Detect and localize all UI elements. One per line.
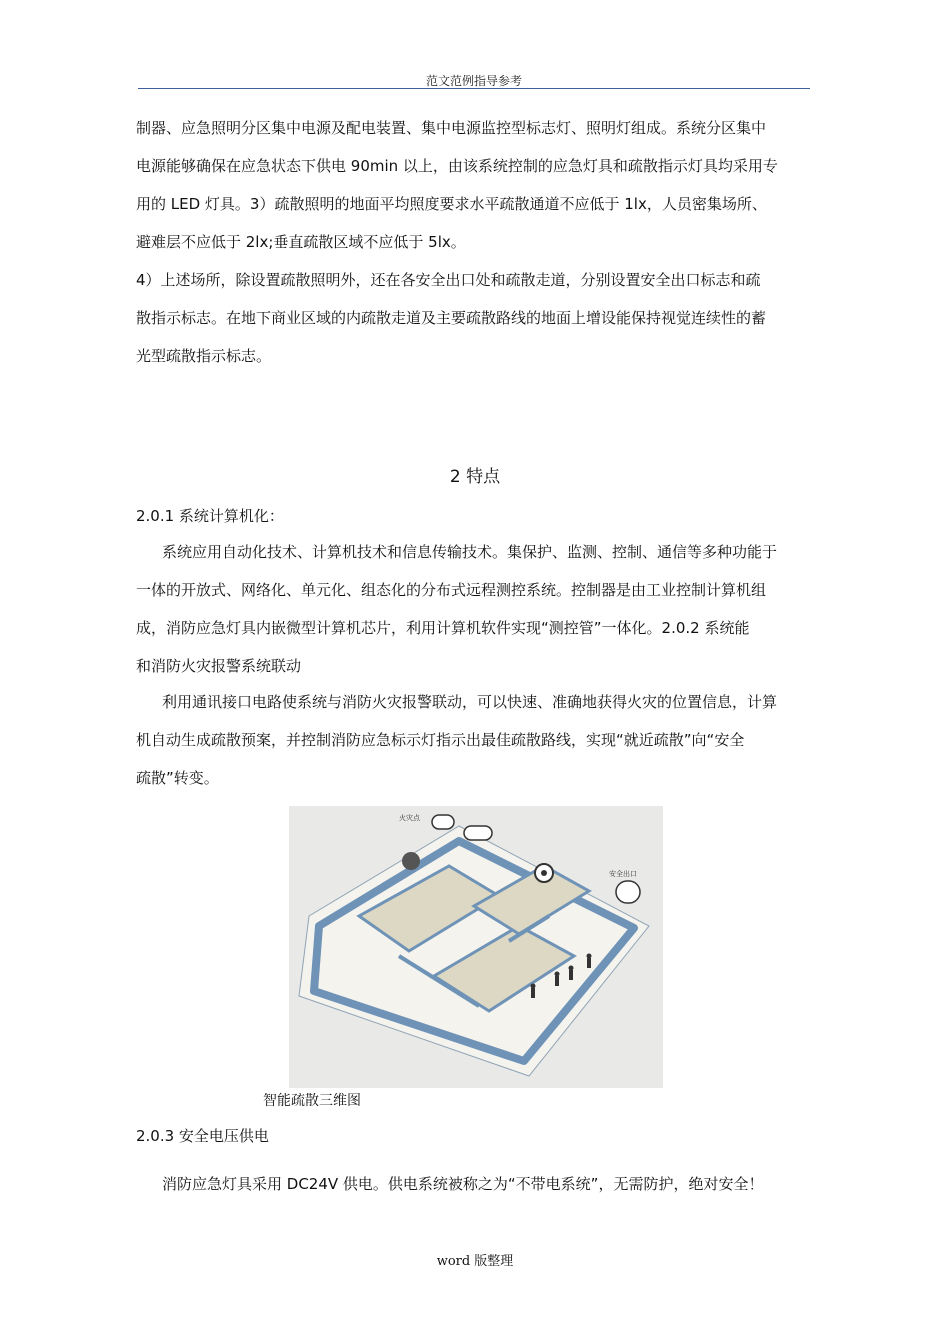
s202-line: 利用通讯接口电路使系统与消防火灾报警联动，可以快速、准确地获得火灾的位置信息，计算 (162, 693, 778, 711)
section-title: 2 特点 (449, 467, 501, 487)
s201-line: 和消防火灾报警系统联动 (136, 657, 302, 675)
intro-line: 散指示标志。在地下商业区域的内疏散走道及主要疏散路线的地面上增设能保持视觉连续性的蓄 (136, 309, 767, 327)
intro-line: 光型疏散指示标志。 (136, 347, 272, 365)
evacuation-3d-figure (289, 806, 663, 1088)
s202-line: 机自动生成疏散预案，并控制消防应急标示灯指示出最佳疏散路线，实现“就近疏散”向“安全 (136, 731, 745, 749)
intro-line: 电源能够确保在应急状态下供电 90min 以上，由该系统控制的应急灯具和疏散指示灯具均采用专 (136, 157, 778, 175)
header-rule (138, 88, 810, 89)
figure-label-fire-point: 火灾点 (399, 814, 420, 822)
page-footer: word 版整理 (436, 1254, 514, 1269)
intro-line: 避难层不应低于 2lx;垂直疏散区域不应低于 5lx。 (136, 233, 466, 251)
s201-line: 系统应用自动化技术、计算机技术和信息传输技术。集保护、监测、控制、通信等多种功能于 (162, 543, 778, 561)
figure-caption: 智能疏散三维图 (263, 1093, 361, 1109)
s201-line: 一体的开放式、网络化、单元化、组态化的分布式远程测控系统。控制器是由工业控制计算机组 (136, 581, 767, 599)
intro-line: 制器、应急照明分区集中电源及配电装置、集中电源监控型标志灯、照明灯组成。系统分区集中 (136, 119, 767, 137)
s201-line: 成，消防应急灯具内嵌微型计算机芯片，利用计算机软件实现“测控管”一体化。2.0.2 系统能 (136, 619, 750, 637)
evacuation-floorplan-illustration (289, 806, 663, 1088)
s203-heading: 2.0.3 安全电压供电 (136, 1127, 269, 1145)
figure-label-exit: 安全出口 (609, 870, 637, 878)
intro-line: 4）上述场所，除设置疏散照明外，还在各安全出口处和疏散走道，分别设置安全出口标志和疏 (136, 271, 761, 289)
s202-line: 疏散”转变。 (136, 769, 219, 787)
s201-heading: 2.0.1 系统计算机化： (136, 507, 284, 525)
s203-line: 消防应急灯具采用 DC24V 供电。供电系统被称之为“不带电系统”，无需防护，绝对安全！ (162, 1175, 764, 1193)
intro-line: 用的 LED 灯具。3）疏散照明的地面平均照度要求水平疏散通道不应低于 1lx，人员密集场所、 (136, 195, 767, 213)
page-header: 范文范例指导参考 (425, 74, 522, 88)
